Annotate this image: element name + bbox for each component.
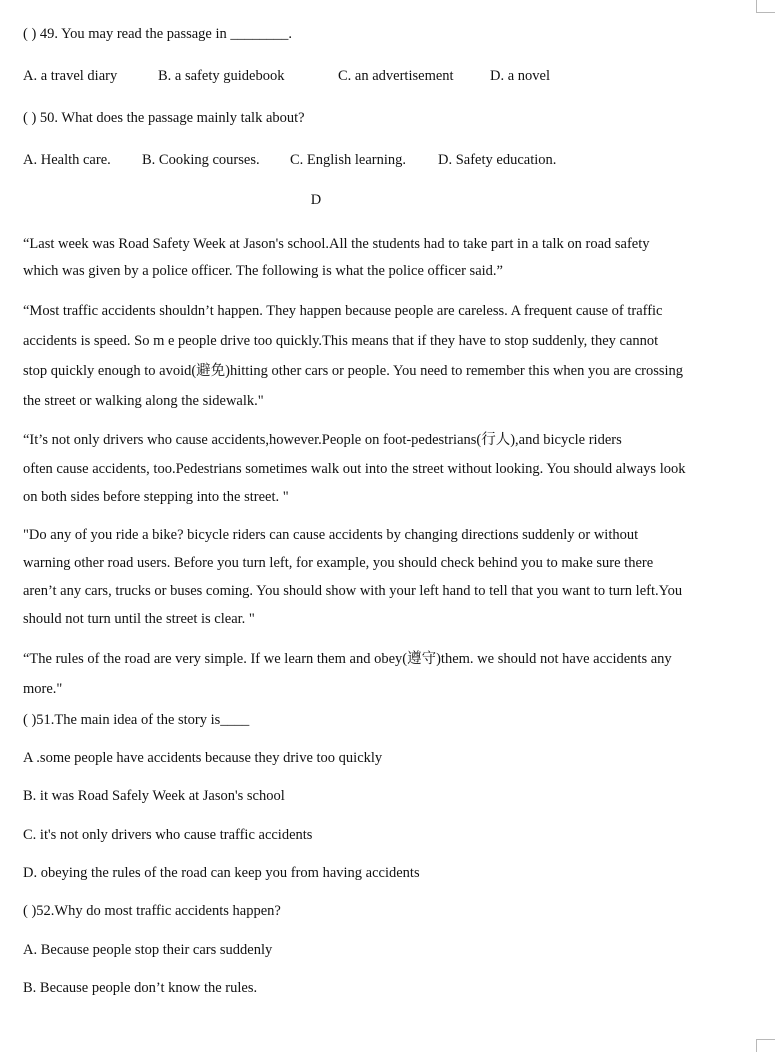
q51-option-c: C. it's not only drivers who cause traffic accidents — [23, 827, 313, 843]
question-49-options — [23, 68, 550, 85]
q51-option-d: D. obeying the rules of the road can keep you from having accidents — [23, 865, 420, 881]
question-50-stem: ( ) 50. What does the passage mainly talk about? — [23, 110, 305, 126]
passage-paragraph-4 — [23, 521, 757, 633]
text-line: “Most traffic accidents shouldn’t happen. They happen because people are careless. A frequent cause of traffic — [23, 303, 663, 319]
q49-option-a: A. a travel diary — [23, 68, 118, 84]
q51-option-b: B. it was Road Safely Week at Jason's school — [23, 788, 285, 804]
q50-option-b: B. Cooking courses. — [142, 152, 260, 168]
q50-option-d: D. Safety education. — [438, 152, 557, 168]
page-corner-mark-top — [756, 0, 775, 13]
text-line: aren’t any cars, trucks or buses coming. You should show with your left hand to tell that you want to turn left.You — [23, 583, 683, 599]
text-line: on both sides before stepping into the street. " — [23, 489, 289, 505]
text-line: stop quickly enough to avoid(避免)hitting other cars or people. You need to remember this when you are crossing — [23, 363, 684, 379]
q52-option-a: A. Because people stop their cars suddenly — [23, 942, 273, 958]
q49-option-c: C. an advertisement — [338, 68, 454, 84]
question-51-stem: ( )51.The main idea of the story is____ — [23, 712, 250, 728]
text-line: “Last week was Road Safety Week at Jason's school.All the students had to take part in a talk on road safety — [23, 236, 650, 252]
text-line: warning other road users. Before you turn left, for example, you should check behind you to make sure there — [23, 555, 654, 571]
text-line: “The rules of the road are very simple. If we learn them and obey(遵守)them. we should not have accidents any — [23, 651, 672, 667]
question-50-options — [23, 152, 556, 169]
page-corner-mark-bottom — [756, 1039, 775, 1052]
q50-option-a: A. Health care. — [23, 152, 111, 168]
text-line: often cause accidents, too.Pedestrians sometimes walk out into the street without looking. You should always look — [23, 460, 686, 477]
text-line: "Do any of you ride a bike? bicycle riders can cause accidents by changing directions suddenly or without — [23, 527, 639, 543]
q49-option-d: D. a novel — [490, 68, 550, 84]
question-52-stem: ( )52.Why do most traffic accidents happen? — [23, 903, 281, 919]
question-49-stem: ( ) 49. You may read the passage in ________. — [23, 26, 293, 42]
q50-option-c: C. English learning. — [290, 152, 406, 168]
section-heading: D — [310, 192, 322, 208]
passage-paragraph-5 — [23, 644, 757, 704]
text-line: “It’s not only drivers who cause accidents,however.People on foot-pedestrians(行人),and bicycle riders — [23, 432, 622, 448]
passage-paragraph-1 — [23, 231, 757, 285]
text-line: accidents is speed. So m e people drive too quickly.This means that if they have to stop suddenly, they cannot — [23, 333, 659, 349]
q49-option-b: B. a safety guidebook — [158, 68, 285, 84]
text-line: the street or walking along the sidewalk." — [23, 393, 264, 409]
text-line: which was given by a police officer. The following is what the police officer said.” — [23, 263, 503, 279]
q51-option-a: A .some people have accidents because they drive too quickly — [23, 750, 383, 766]
passage-paragraph-3 — [23, 426, 757, 512]
q52-option-b: B. Because people don’t know the rules. — [23, 980, 258, 996]
text-line: should not turn until the street is clear. " — [23, 611, 255, 627]
passage-paragraph-2 — [23, 296, 757, 416]
text-line: more." — [23, 681, 63, 697]
